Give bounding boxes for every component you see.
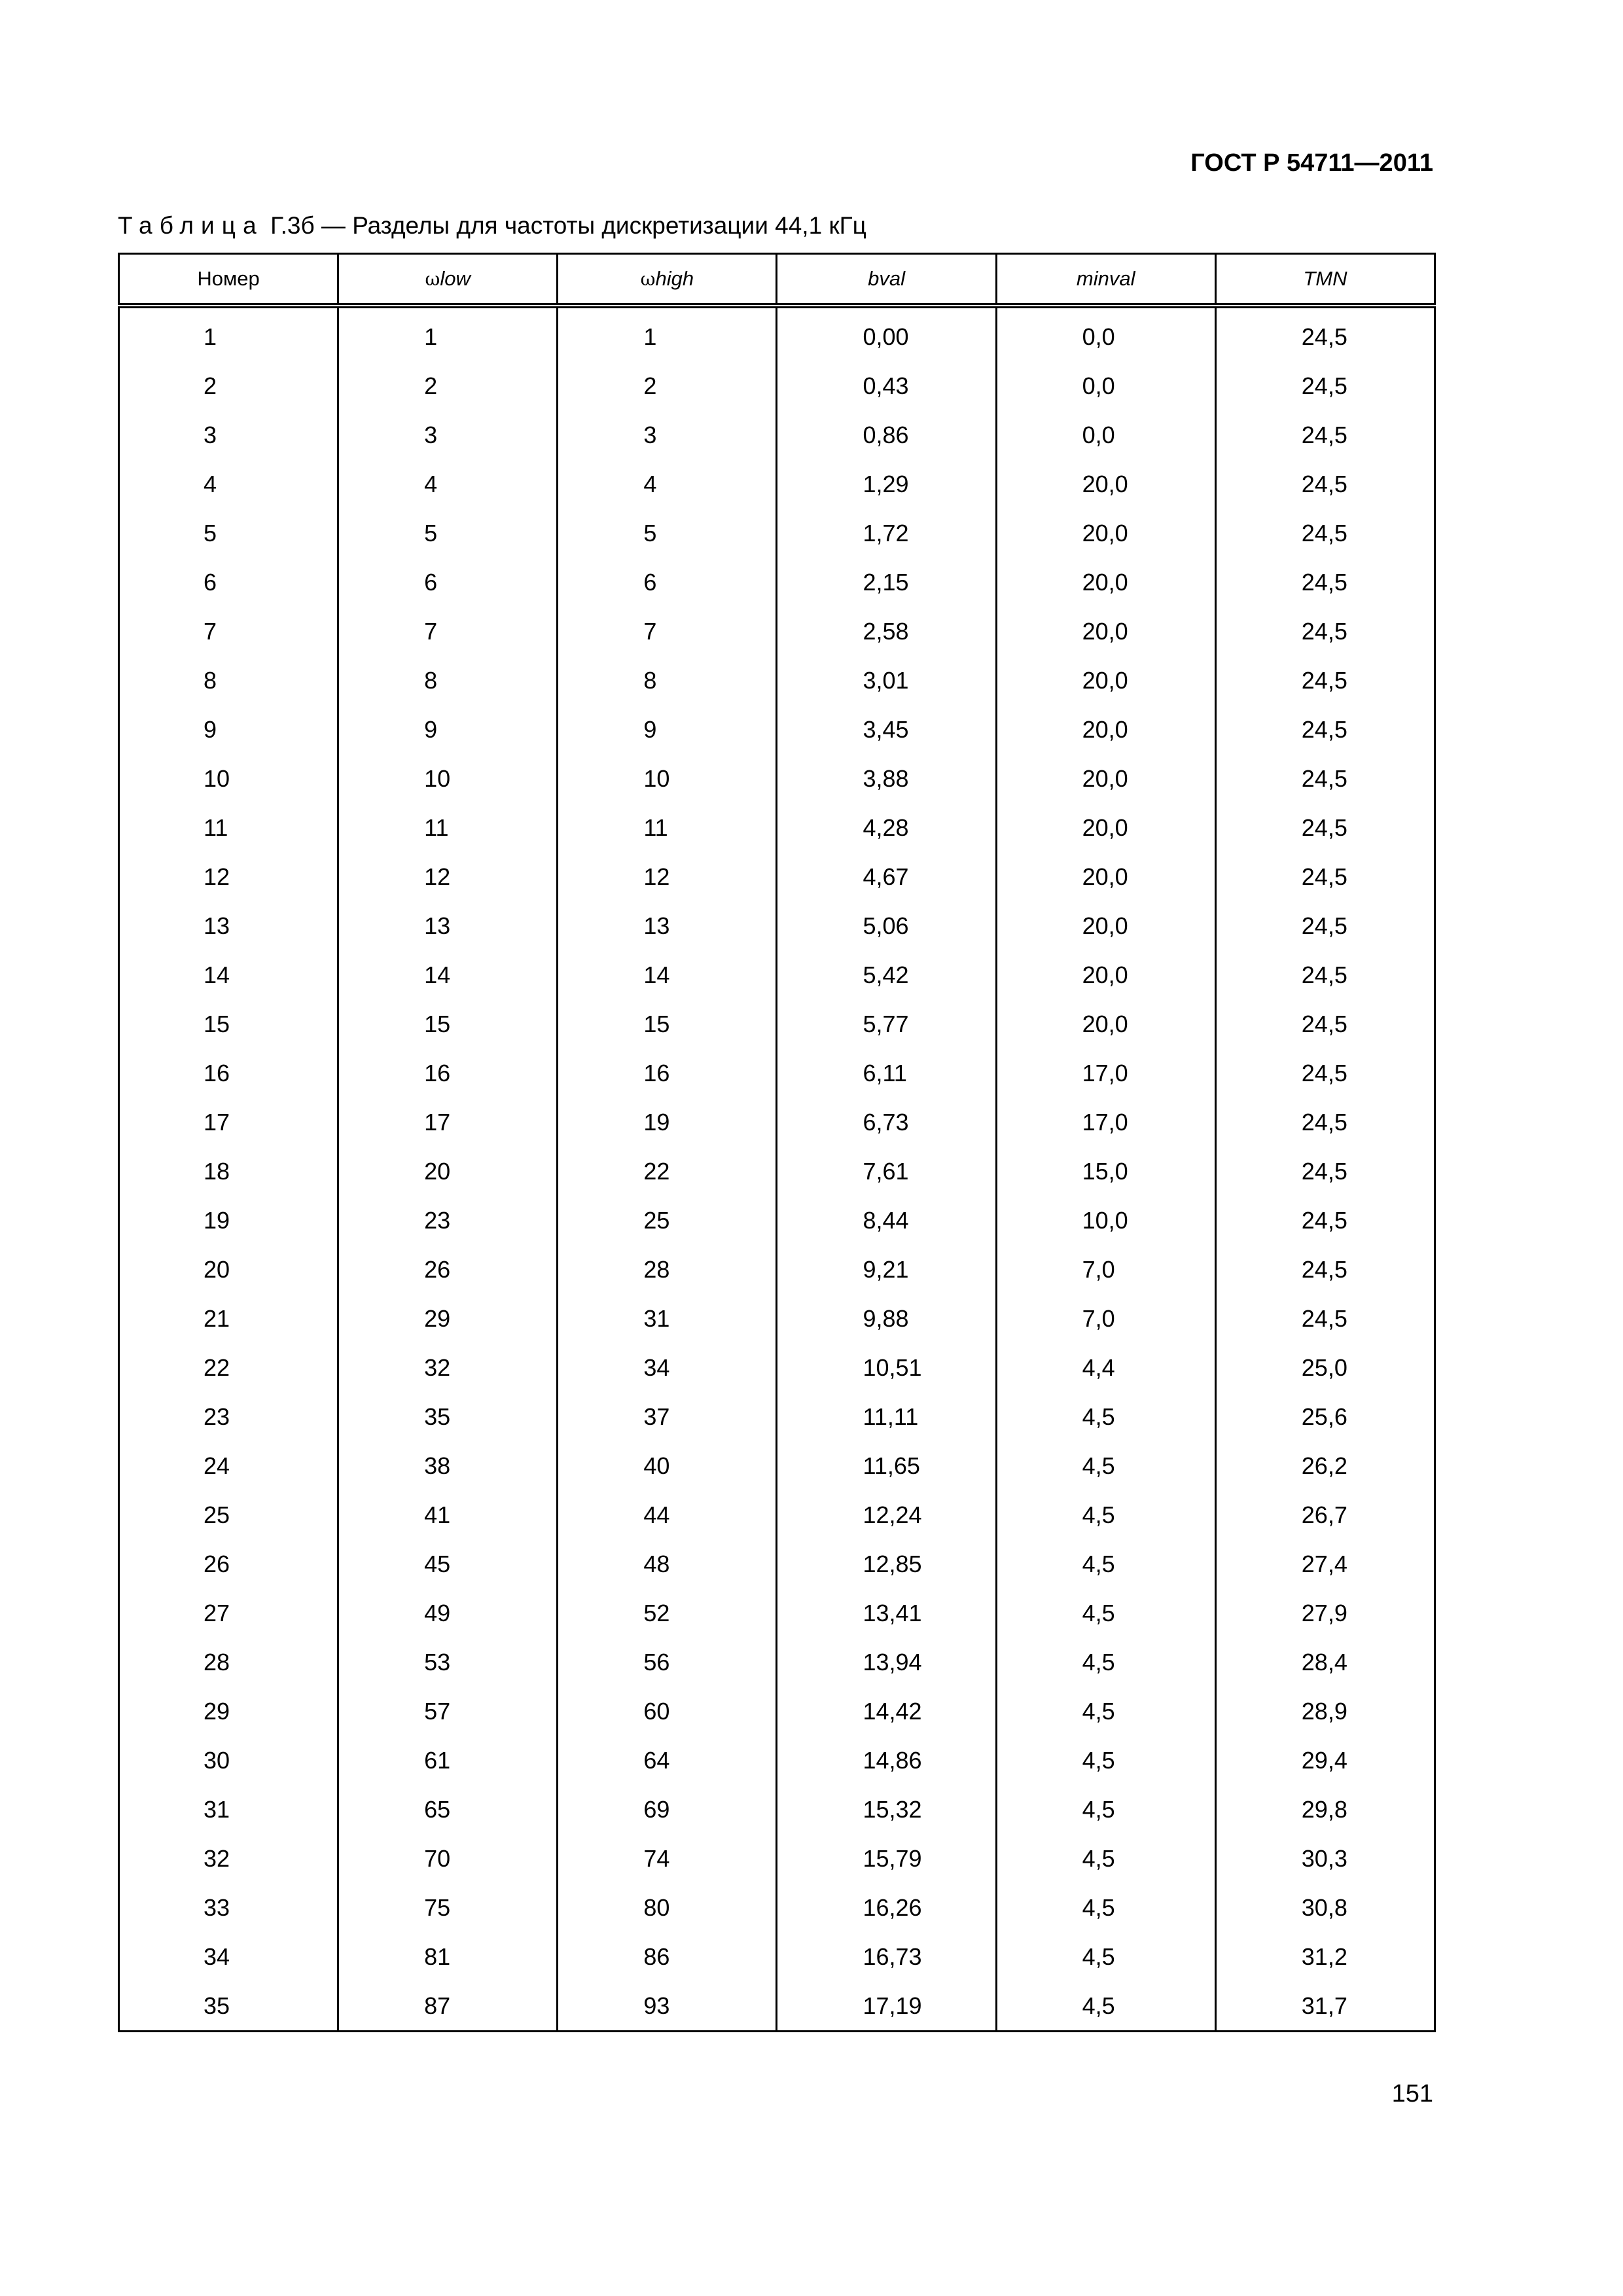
cell-omega-low: 45: [338, 1539, 558, 1588]
cell-omega-low: 38: [338, 1441, 558, 1490]
cell-bval: 0,86: [777, 410, 996, 459]
cell-omega-high: 1: [558, 306, 777, 361]
omega-high-symbol: ω: [640, 268, 656, 290]
cell-minval: 4,5: [996, 1834, 1215, 1883]
cell-tmn: 26,2: [1215, 1441, 1435, 1490]
cell-minval: 20,0: [996, 509, 1215, 558]
cell-bval: 15,32: [777, 1785, 996, 1834]
cell-bval: 6,73: [777, 1098, 996, 1147]
cell-minval: 4,5: [996, 1883, 1215, 1932]
cell-omega-low: 13: [338, 901, 558, 950]
cell-omega-low: 6: [338, 558, 558, 607]
cell-number: 26: [119, 1539, 338, 1588]
table-row: [119, 1883, 1435, 1932]
cell-tmn: 24,5: [1215, 656, 1435, 705]
cell-minval: 20,0: [996, 656, 1215, 705]
cell-number: 19: [119, 1196, 338, 1245]
cell-minval: 4,5: [996, 1392, 1215, 1441]
table-row: [119, 950, 1435, 999]
cell-bval: 3,45: [777, 705, 996, 754]
cell-omega-high: 4: [558, 459, 777, 509]
table-row: [119, 1294, 1435, 1343]
cell-bval: 13,41: [777, 1588, 996, 1638]
cell-bval: 3,88: [777, 754, 996, 803]
cell-omega-low: 3: [338, 410, 558, 459]
cell-number: 30: [119, 1736, 338, 1785]
cell-bval: 5,42: [777, 950, 996, 999]
table-row: [119, 361, 1435, 410]
cell-bval: 12,85: [777, 1539, 996, 1588]
cell-omega-low: 23: [338, 1196, 558, 1245]
table-row: [119, 1834, 1435, 1883]
cell-omega-high: 12: [558, 852, 777, 901]
cell-bval: 10,51: [777, 1343, 996, 1392]
cell-omega-low: 26: [338, 1245, 558, 1294]
cell-omega-high: 28: [558, 1245, 777, 1294]
cell-bval: 0,43: [777, 361, 996, 410]
cell-number: 31: [119, 1785, 338, 1834]
table-row: [119, 1098, 1435, 1147]
cell-omega-high: 25: [558, 1196, 777, 1245]
table-row: [119, 607, 1435, 656]
cell-number: 23: [119, 1392, 338, 1441]
cell-omega-high: 11: [558, 803, 777, 852]
table-row: [119, 1687, 1435, 1736]
table-row: [119, 1785, 1435, 1834]
cell-minval: 0,0: [996, 361, 1215, 410]
table-row: [119, 1049, 1435, 1098]
cell-tmn: 24,5: [1215, 1294, 1435, 1343]
cell-omega-low: 11: [338, 803, 558, 852]
cell-number: 15: [119, 999, 338, 1049]
cell-minval: 4,5: [996, 1932, 1215, 1981]
cell-omega-high: 86: [558, 1932, 777, 1981]
cell-minval: 20,0: [996, 459, 1215, 509]
cell-minval: 17,0: [996, 1098, 1215, 1147]
cell-omega-low: 5: [338, 509, 558, 558]
table-row: [119, 306, 1435, 361]
cell-omega-high: 22: [558, 1147, 777, 1196]
cell-minval: 4,5: [996, 1490, 1215, 1539]
cell-tmn: 27,9: [1215, 1588, 1435, 1638]
cell-bval: 4,28: [777, 803, 996, 852]
cell-omega-high: 7: [558, 607, 777, 656]
cell-tmn: 29,4: [1215, 1736, 1435, 1785]
table-row: [119, 656, 1435, 705]
cell-omega-low: 1: [338, 306, 558, 361]
cell-tmn: 24,5: [1215, 950, 1435, 999]
cell-omega-low: 87: [338, 1981, 558, 2032]
cell-minval: 4,5: [996, 1736, 1215, 1785]
cell-omega-high: 74: [558, 1834, 777, 1883]
cell-number: 4: [119, 459, 338, 509]
cell-omega-low: 49: [338, 1588, 558, 1638]
cell-tmn: 24,5: [1215, 410, 1435, 459]
cell-tmn: 24,5: [1215, 459, 1435, 509]
cell-tmn: 24,5: [1215, 1147, 1435, 1196]
table-row: [119, 1490, 1435, 1539]
cell-number: 13: [119, 901, 338, 950]
cell-number: 9: [119, 705, 338, 754]
cell-omega-high: 2: [558, 361, 777, 410]
table-row: [119, 803, 1435, 852]
cell-omega-low: 4: [338, 459, 558, 509]
cell-omega-high: 37: [558, 1392, 777, 1441]
header-minval: minval: [996, 254, 1215, 306]
cell-tmn: 28,4: [1215, 1638, 1435, 1687]
cell-minval: 20,0: [996, 607, 1215, 656]
cell-bval: 6,11: [777, 1049, 996, 1098]
cell-omega-high: 56: [558, 1638, 777, 1687]
cell-omega-high: 15: [558, 999, 777, 1049]
cell-bval: 14,42: [777, 1687, 996, 1736]
cell-minval: 4,4: [996, 1343, 1215, 1392]
cell-number: 12: [119, 852, 338, 901]
cell-tmn: 24,5: [1215, 509, 1435, 558]
cell-omega-high: 40: [558, 1441, 777, 1490]
cell-number: 34: [119, 1932, 338, 1981]
cell-number: 17: [119, 1098, 338, 1147]
cell-tmn: 27,4: [1215, 1539, 1435, 1588]
cell-omega-high: 10: [558, 754, 777, 803]
cell-omega-high: 5: [558, 509, 777, 558]
table-row: [119, 1588, 1435, 1638]
cell-minval: 20,0: [996, 803, 1215, 852]
cell-omega-high: 6: [558, 558, 777, 607]
cell-number: 2: [119, 361, 338, 410]
cell-bval: 0,00: [777, 306, 996, 361]
cell-tmn: 24,5: [1215, 1245, 1435, 1294]
cell-omega-low: 81: [338, 1932, 558, 1981]
table-caption: [118, 212, 866, 240]
cell-tmn: 30,3: [1215, 1834, 1435, 1883]
cell-omega-low: 7: [338, 607, 558, 656]
cell-omega-high: 8: [558, 656, 777, 705]
cell-number: 28: [119, 1638, 338, 1687]
cell-minval: 4,5: [996, 1588, 1215, 1638]
cell-number: 16: [119, 1049, 338, 1098]
table-row: [119, 901, 1435, 950]
table-row: [119, 999, 1435, 1049]
cell-number: 35: [119, 1981, 338, 2032]
cell-omega-low: 20: [338, 1147, 558, 1196]
cell-number: 6: [119, 558, 338, 607]
cell-tmn: 25,6: [1215, 1392, 1435, 1441]
cell-minval: 0,0: [996, 410, 1215, 459]
table-row: [119, 1392, 1435, 1441]
cell-bval: 2,58: [777, 607, 996, 656]
cell-omega-low: 57: [338, 1687, 558, 1736]
table-row: [119, 1932, 1435, 1981]
cell-bval: 5,77: [777, 999, 996, 1049]
cell-omega-high: 9: [558, 705, 777, 754]
cell-bval: 17,19: [777, 1981, 996, 2032]
cell-bval: 8,44: [777, 1196, 996, 1245]
page-number: 151: [1391, 2080, 1433, 2108]
cell-bval: 5,06: [777, 901, 996, 950]
cell-tmn: 24,5: [1215, 901, 1435, 950]
cell-minval: 20,0: [996, 901, 1215, 950]
cell-omega-high: 19: [558, 1098, 777, 1147]
cell-minval: 4,5: [996, 1539, 1215, 1588]
table-row: [119, 1343, 1435, 1392]
cell-bval: 9,21: [777, 1245, 996, 1294]
document-header: ГОСТ Р 54711—2011: [1190, 149, 1433, 177]
cell-omega-low: 14: [338, 950, 558, 999]
cell-minval: 20,0: [996, 558, 1215, 607]
cell-number: 8: [119, 656, 338, 705]
cell-minval: 15,0: [996, 1147, 1215, 1196]
table-row: [119, 558, 1435, 607]
table-caption-prefix: Таблица: [118, 212, 264, 239]
cell-omega-low: 15: [338, 999, 558, 1049]
cell-omega-low: 65: [338, 1785, 558, 1834]
cell-omega-high: 3: [558, 410, 777, 459]
cell-number: 11: [119, 803, 338, 852]
table-row: [119, 1638, 1435, 1687]
data-table: [118, 253, 1436, 2032]
header-omega-high: [558, 254, 777, 306]
cell-omega-high: 80: [558, 1883, 777, 1932]
cell-number: 10: [119, 754, 338, 803]
cell-minval: 0,0: [996, 306, 1215, 361]
cell-minval: 7,0: [996, 1294, 1215, 1343]
omega-high-text: high: [655, 267, 694, 290]
cell-bval: 11,11: [777, 1392, 996, 1441]
table-row: [119, 852, 1435, 901]
table-row: [119, 459, 1435, 509]
cell-minval: 20,0: [996, 852, 1215, 901]
omega-low-symbol: ω: [425, 268, 440, 290]
cell-omega-high: 69: [558, 1785, 777, 1834]
cell-tmn: 30,8: [1215, 1883, 1435, 1932]
cell-omega-high: 52: [558, 1588, 777, 1638]
cell-omega-high: 34: [558, 1343, 777, 1392]
cell-omega-low: 29: [338, 1294, 558, 1343]
cell-minval: 4,5: [996, 1687, 1215, 1736]
table-row: [119, 1981, 1435, 2032]
cell-bval: 14,86: [777, 1736, 996, 1785]
cell-bval: 9,88: [777, 1294, 996, 1343]
cell-tmn: 28,9: [1215, 1687, 1435, 1736]
cell-omega-low: 41: [338, 1490, 558, 1539]
cell-omega-low: 10: [338, 754, 558, 803]
cell-bval: 1,29: [777, 459, 996, 509]
cell-minval: 20,0: [996, 999, 1215, 1049]
cell-bval: 13,94: [777, 1638, 996, 1687]
cell-tmn: 24,5: [1215, 361, 1435, 410]
table-body: [119, 306, 1435, 2032]
cell-number: 14: [119, 950, 338, 999]
table-row: [119, 410, 1435, 459]
cell-number: 18: [119, 1147, 338, 1196]
cell-omega-high: 13: [558, 901, 777, 950]
cell-omega-low: 8: [338, 656, 558, 705]
cell-omega-high: 48: [558, 1539, 777, 1588]
cell-omega-high: 44: [558, 1490, 777, 1539]
cell-minval: 20,0: [996, 950, 1215, 999]
cell-minval: 17,0: [996, 1049, 1215, 1098]
cell-tmn: 29,8: [1215, 1785, 1435, 1834]
cell-number: 24: [119, 1441, 338, 1490]
cell-tmn: 31,7: [1215, 1981, 1435, 2032]
cell-omega-high: 14: [558, 950, 777, 999]
table-row: [119, 1441, 1435, 1490]
table-row: [119, 1245, 1435, 1294]
header-number: Номер: [119, 254, 338, 306]
cell-tmn: 26,7: [1215, 1490, 1435, 1539]
cell-bval: 4,67: [777, 852, 996, 901]
cell-number: 27: [119, 1588, 338, 1638]
cell-number: 20: [119, 1245, 338, 1294]
cell-omega-low: 35: [338, 1392, 558, 1441]
cell-minval: 4,5: [996, 1785, 1215, 1834]
cell-tmn: 24,5: [1215, 705, 1435, 754]
cell-omega-low: 75: [338, 1883, 558, 1932]
cell-omega-low: 32: [338, 1343, 558, 1392]
cell-number: 3: [119, 410, 338, 459]
cell-minval: 4,5: [996, 1981, 1215, 2032]
cell-number: 22: [119, 1343, 338, 1392]
cell-bval: 16,26: [777, 1883, 996, 1932]
cell-tmn: 24,5: [1215, 754, 1435, 803]
table-header-row: [119, 254, 1435, 306]
cell-bval: 12,24: [777, 1490, 996, 1539]
cell-omega-low: 12: [338, 852, 558, 901]
header-bval: bval: [777, 254, 996, 306]
cell-minval: 20,0: [996, 754, 1215, 803]
cell-bval: 15,79: [777, 1834, 996, 1883]
cell-omega-low: 70: [338, 1834, 558, 1883]
cell-omega-low: 2: [338, 361, 558, 410]
cell-tmn: 31,2: [1215, 1932, 1435, 1981]
cell-minval: 20,0: [996, 705, 1215, 754]
cell-number: 29: [119, 1687, 338, 1736]
cell-omega-low: 61: [338, 1736, 558, 1785]
cell-omega-high: 60: [558, 1687, 777, 1736]
cell-bval: 16,73: [777, 1932, 996, 1981]
cell-number: 33: [119, 1883, 338, 1932]
table-row: [119, 509, 1435, 558]
cell-number: 21: [119, 1294, 338, 1343]
cell-number: 7: [119, 607, 338, 656]
cell-tmn: 24,5: [1215, 607, 1435, 656]
cell-minval: 10,0: [996, 1196, 1215, 1245]
cell-tmn: 24,5: [1215, 1049, 1435, 1098]
cell-tmn: 25,0: [1215, 1343, 1435, 1392]
cell-omega-high: 31: [558, 1294, 777, 1343]
cell-omega-low: 53: [338, 1638, 558, 1687]
cell-omega-high: 16: [558, 1049, 777, 1098]
table-row: [119, 1736, 1435, 1785]
cell-omega-low: 9: [338, 705, 558, 754]
table-row: [119, 705, 1435, 754]
cell-number: 32: [119, 1834, 338, 1883]
cell-number: 25: [119, 1490, 338, 1539]
header-tmn: TMN: [1215, 254, 1435, 306]
omega-low-text: low: [440, 267, 471, 290]
table-caption-text: Г.3б — Разделы для частоты дискретизации 44,1 кГц: [270, 212, 866, 239]
cell-minval: 7,0: [996, 1245, 1215, 1294]
table-row: [119, 1196, 1435, 1245]
cell-bval: 2,15: [777, 558, 996, 607]
cell-tmn: 24,5: [1215, 803, 1435, 852]
cell-number: 1: [119, 306, 338, 361]
cell-tmn: 24,5: [1215, 558, 1435, 607]
table-row: [119, 754, 1435, 803]
cell-tmn: 24,5: [1215, 1196, 1435, 1245]
cell-omega-high: 93: [558, 1981, 777, 2032]
cell-minval: 4,5: [996, 1441, 1215, 1490]
cell-bval: 3,01: [777, 656, 996, 705]
cell-minval: 4,5: [996, 1638, 1215, 1687]
cell-bval: 11,65: [777, 1441, 996, 1490]
cell-tmn: 24,5: [1215, 999, 1435, 1049]
cell-tmn: 24,5: [1215, 852, 1435, 901]
table-row: [119, 1147, 1435, 1196]
table-row: [119, 1539, 1435, 1588]
cell-bval: 1,72: [777, 509, 996, 558]
cell-omega-low: 17: [338, 1098, 558, 1147]
cell-tmn: 24,5: [1215, 306, 1435, 361]
cell-tmn: 24,5: [1215, 1098, 1435, 1147]
cell-bval: 7,61: [777, 1147, 996, 1196]
header-omega-low: [338, 254, 558, 306]
cell-omega-low: 16: [338, 1049, 558, 1098]
cell-number: 5: [119, 509, 338, 558]
cell-omega-high: 64: [558, 1736, 777, 1785]
